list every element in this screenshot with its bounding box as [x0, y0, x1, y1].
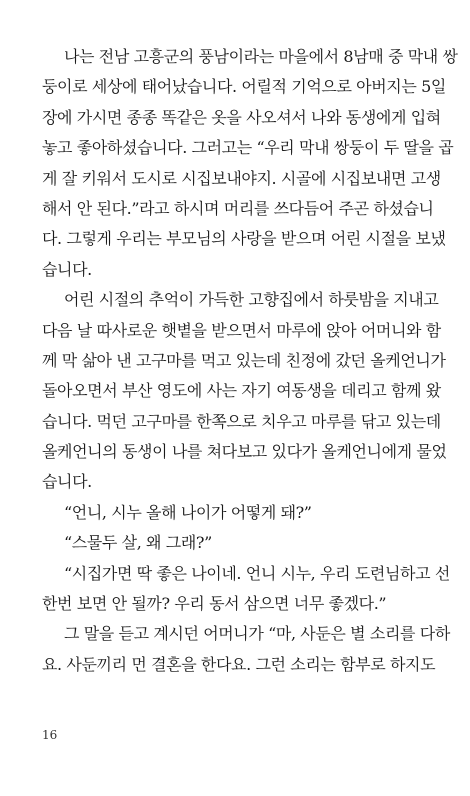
text-line: 다음 날 따사로운 햇볕을 받으면서 마루에 앉아 어머니와 함	[42, 320, 441, 340]
text-line: 어린 시절의 추억이 가득한 고향집에서 하룻밤을 지내고	[64, 290, 439, 310]
dialogue-line: 한번 보면 안 될까? 우리 동서 삼으면 너무 좋겠다.”	[42, 594, 387, 614]
text-line: 장에 가시면 종종 똑같은 옷을 사오셔서 나와 동생에게 입혀	[42, 107, 441, 127]
text-line: 요. 사둔끼리 먼 결혼을 한다요. 그런 소리는 함부로 하지도	[42, 654, 436, 674]
text-line: 해서 안 된다.”라고 하시며 머리를 쓰다듬어 주곤 하셨습니	[42, 198, 434, 218]
text-line: 그 말을 듣고 계시던 어머니가 “마, 사둔은 별 소리를 다하	[64, 624, 450, 644]
text-line: 다. 그렇게 우리는 부모님의 사랑을 받으며 어린 시절을 보냈	[42, 229, 446, 249]
text-line: 돌아오면서 부산 영도에 사는 자기 여동생을 데리고 함께 왔	[42, 381, 441, 401]
page-number: 16	[42, 728, 58, 742]
body-text	[42, 42, 458, 680]
text-line: 습니다.	[42, 259, 92, 279]
text-line: 습니다.	[42, 472, 92, 492]
dialogue-line: “언니, 시누 올해 나이가 어떻게 돼?”	[64, 502, 312, 522]
text-line: 놓고 좋아하셨습니다. 그러고는 “우리 막내 쌍둥이 두 딸을 곱	[42, 138, 454, 158]
text-line: 나는 전남 고흥군의 풍남이라는 마을에서 8남매 중 막내 쌍	[64, 47, 458, 66]
dialogue-line: “스물두 살, 왜 그래?”	[64, 533, 212, 553]
text-line: 습니다. 먹던 고구마를 한쪽으로 치우고 마루를 닦고 있는데	[42, 411, 441, 431]
text-line: 올케언니의 동생이 나를 쳐다보고 있다가 올케언니에게 물었	[42, 442, 447, 462]
text-line: 께 막 삶아 낸 고구마를 먹고 있는데 친정에 갔던 올케언니가	[42, 350, 446, 370]
text-line: 게 잘 키워서 도시로 시집보내야지. 시골에 시집보내면 고생	[42, 168, 441, 188]
dialogue-line: “시집가면 딱 좋은 나이네. 언니 시누, 우리 도련님하고 선	[64, 563, 450, 583]
text-line: 둥이로 세상에 태어났습니다. 어릴적 기억으로 아버지는 5일	[42, 77, 446, 97]
